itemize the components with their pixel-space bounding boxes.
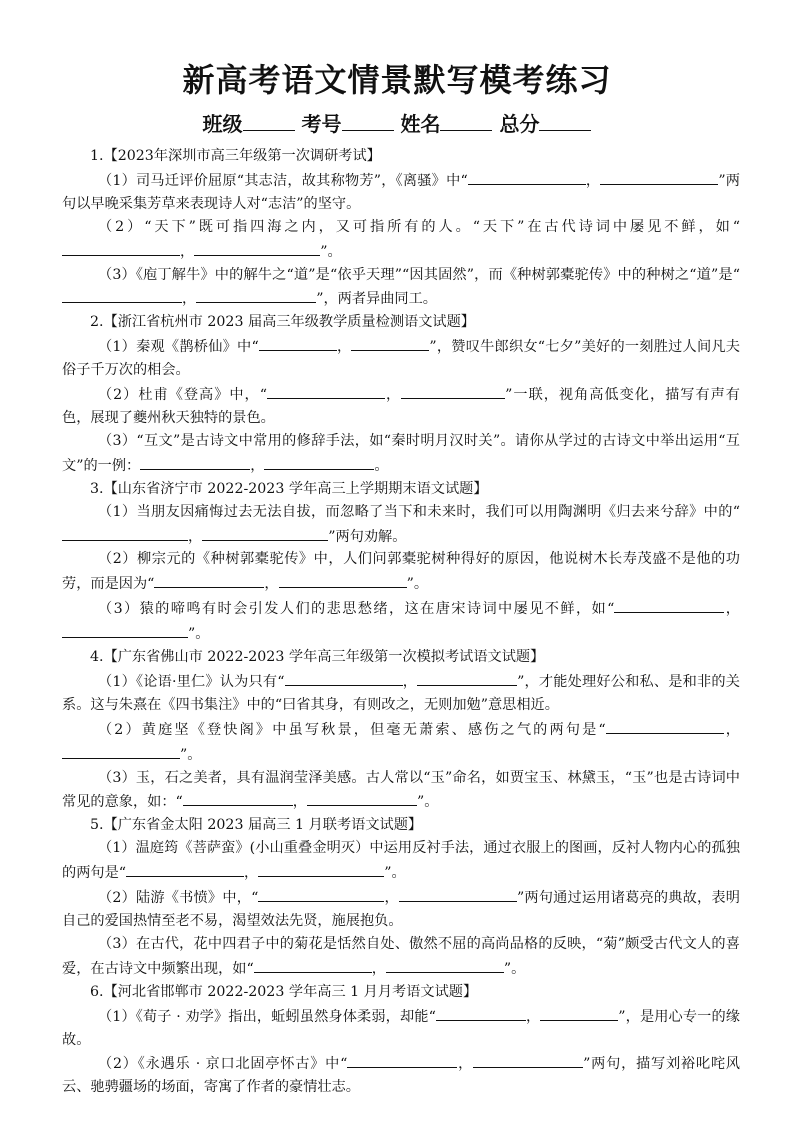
- question: [62, 767, 740, 815]
- answer-blank[interactable]: [258, 860, 384, 877]
- question: [62, 216, 740, 264]
- answer-blank[interactable]: [614, 596, 724, 613]
- score-label: 总分: [499, 112, 540, 136]
- question-text: ”。: [188, 626, 210, 643]
- question-text: （2）“天下”既可指四海之内，又可指所有的人。“天下”在古代诗词中屡见不鲜，如“: [98, 218, 740, 235]
- question-text: （2）杜甫《登高》中，“: [98, 387, 267, 404]
- question-text: ”，两者异曲同工。: [316, 291, 437, 308]
- question-text: （1）《荀子 · 劝学》指出，蚯蚓虽然身体柔弱，却能“: [98, 1008, 436, 1025]
- answer-blank[interactable]: [183, 789, 293, 806]
- answer-blank[interactable]: [62, 239, 180, 256]
- question: [62, 334, 740, 382]
- question-text: ，: [384, 387, 402, 404]
- question-text: （3）猿的啼鸣有时会引发人们的悲思愁绪，这在唐宋诗词中屡见不鲜，如“: [98, 601, 615, 618]
- question-text: ，: [180, 243, 195, 260]
- question: [62, 382, 740, 430]
- answer-blank[interactable]: [417, 669, 517, 686]
- question-text: （1）《论语·里仁》认为只有“: [98, 673, 285, 690]
- section-heading: 4.【广东省佛山市 2022-2023 学年高三年级第一次模拟考试语文试题】: [90, 649, 545, 666]
- question-text: （1）秦观《鹊桥仙》中“: [98, 339, 259, 356]
- section-heading: 6.【河北省邯郸市 2022-2023 学年高三 1 月月考语文试题】: [90, 983, 478, 1000]
- question-text: （2）陆游《书愤》中，“: [98, 890, 259, 907]
- question: [62, 548, 740, 596]
- question-text: （1）温庭筠《菩萨蛮》(小山重叠金明灭）中运用反衬手法，通过衣服上的图画，反衬人物内心的孤独的两句是“: [62, 840, 740, 882]
- section-heading: 2.【浙江省杭州市 2023 届高三年级教学质量检测语文试题】: [90, 314, 475, 331]
- answer-blank[interactable]: [258, 885, 384, 902]
- number-label: 考号: [301, 112, 342, 136]
- question-text: （1）当朋友因痛悔过去无法自拔，而忽略了当下和未来时，我们可以用陶渊明《归去来兮辞》中的“: [98, 503, 740, 520]
- answer-blank[interactable]: [436, 1004, 526, 1021]
- answer-blank[interactable]: [196, 286, 316, 303]
- answer-blank[interactable]: [401, 382, 505, 399]
- question-text: ”，是用心专一的缘故。: [62, 1008, 740, 1048]
- question-text: ，: [724, 601, 740, 618]
- question-text: ，: [264, 576, 279, 593]
- question-text: ，: [188, 528, 203, 545]
- question-text: ，: [402, 673, 418, 690]
- section-heading: 1.【2023年深圳市高三年级第一次调研考试】: [90, 148, 381, 164]
- question: [62, 501, 740, 549]
- question: [62, 264, 740, 312]
- question-text: ”。: [406, 576, 429, 593]
- answer-blank[interactable]: [267, 382, 385, 399]
- question-text: ”两句劝解。: [328, 528, 407, 545]
- answer-blank[interactable]: [473, 1051, 583, 1068]
- name-label: 姓名: [400, 112, 441, 136]
- question: [62, 837, 740, 885]
- answer-blank[interactable]: [606, 717, 724, 734]
- answer-blank[interactable]: [202, 524, 328, 541]
- question: [62, 596, 740, 646]
- question-text: ，: [250, 457, 265, 474]
- question-text: ，: [457, 1056, 474, 1073]
- question-text: （1）司马迁评价屈原“其志洁，故其称物芳”，《离骚》中“: [98, 172, 468, 189]
- question-text: ，: [585, 172, 601, 189]
- page-title: 新高考语文情景默写模考练习: [182, 61, 612, 99]
- answer-blank[interactable]: [62, 742, 180, 759]
- score-blank[interactable]: [539, 110, 591, 131]
- question: [62, 1051, 740, 1099]
- answer-blank[interactable]: [351, 334, 429, 351]
- answer-blank[interactable]: [62, 286, 182, 303]
- question-text: （3）《庖丁解牛》中的解牛之“道”是“依乎天理”“因其固然”，而《种树郭橐驼传》中的种树之“道”是“: [98, 266, 740, 283]
- answer-blank[interactable]: [285, 669, 403, 686]
- question-text: ，: [244, 865, 259, 882]
- answer-blank[interactable]: [194, 239, 320, 256]
- question-text: ”，赞叹牛郎织女“七夕”美好的一刻胜过人间凡夫俗子千万次的相会。: [62, 339, 740, 379]
- answer-blank[interactable]: [540, 1004, 618, 1021]
- answer-blank[interactable]: [347, 1051, 457, 1068]
- question-text: ，: [525, 1008, 541, 1025]
- answer-blank[interactable]: [140, 453, 250, 470]
- question-text: ”。: [503, 960, 526, 977]
- answer-blank[interactable]: [259, 334, 337, 351]
- answer-blank[interactable]: [600, 168, 718, 185]
- section-heading: 5.【广东省金太阳 2023 届高三 1 月联考语文试题】: [90, 817, 423, 834]
- answer-blank[interactable]: [468, 168, 586, 185]
- question: [62, 885, 740, 933]
- question-text: ”，才能处理好公和私、是和非的关系。这与朱熹在《四书集注》中的“曰省其身，有则改之，无则加勉”意思相近。: [62, 673, 740, 713]
- question-text: ”两句以早晚采集芳草来表现诗人对“志洁”的坚守。: [62, 172, 740, 212]
- answer-blank[interactable]: [307, 789, 417, 806]
- question-text: ，: [371, 960, 386, 977]
- question-text: （2）《永遇乐 · 京口北固亭怀古》中“: [98, 1056, 348, 1073]
- question-text: （2）黄庭坚《登快阁》中虽写秋景，但毫无萧索、感伤之气的两句是“: [98, 721, 606, 738]
- question: [62, 1004, 740, 1052]
- question-text: （3）在古代，花中四君子中的菊花是恬然自处、傲然不屈的高尚品格的反映，“菊”颇受古代文人的喜爱，在古诗文中频繁出现，如“: [62, 935, 740, 977]
- question-text: 。: [374, 457, 389, 474]
- question-text: （3）玉，石之美者，具有温润莹泽美感。古人常以“玉”命名，如贾宝玉、林黛玉，“玉”也是古诗词中常见的意象，如：“: [62, 769, 740, 811]
- question-text: ，: [723, 721, 740, 738]
- question-text: ”。: [320, 243, 342, 260]
- answer-blank[interactable]: [126, 860, 244, 877]
- answer-blank[interactable]: [279, 571, 407, 588]
- question: [62, 933, 740, 981]
- question-text: ”两句，描写刘裕叱咤风云、驰骋疆场的场面，寄寓了作者的豪情壮志。: [62, 1056, 740, 1096]
- student-info-line: [0, 110, 794, 138]
- answer-blank[interactable]: [154, 571, 264, 588]
- question-text: （3）“互文”是古诗文中常用的修辞手法，如“秦时明月汉时关”。请你从学过的古诗文中举出运用“互文”的一例：: [62, 432, 740, 474]
- number-blank[interactable]: [342, 110, 394, 131]
- question: [62, 168, 740, 216]
- question: [62, 717, 740, 767]
- questions-content: [62, 145, 740, 1099]
- question-text: ”。: [416, 794, 439, 811]
- question-text: ，: [292, 794, 307, 811]
- question-text: ，: [384, 890, 399, 907]
- answer-blank[interactable]: [264, 453, 374, 470]
- class-blank[interactable]: [243, 110, 295, 131]
- question-text: ”一联，视角高低变化，描写有声有色，展现了夔州秋天独特的景色。: [62, 387, 740, 426]
- question-text: ”。: [180, 746, 202, 763]
- name-blank[interactable]: [440, 110, 492, 131]
- answer-blank[interactable]: [62, 524, 188, 541]
- answer-blank[interactable]: [399, 885, 517, 902]
- question: [62, 430, 740, 478]
- answer-blank[interactable]: [254, 956, 372, 973]
- question: [62, 669, 740, 717]
- question-text: ，: [336, 339, 352, 356]
- question-text: ”两句通过运用诸葛亮的典故，表明自己的爱国热情至老不易，渴望效法先贤，施展抱负。: [62, 890, 740, 929]
- class-label: 班级: [202, 112, 243, 136]
- section-heading: 3.【山东省济宁市 2022-2023 学年高三上学期期末语文试题】: [90, 480, 488, 497]
- question-text: ，: [182, 291, 197, 308]
- answer-blank[interactable]: [386, 956, 504, 973]
- question-text: ”。: [384, 865, 406, 882]
- answer-blank[interactable]: [62, 621, 188, 638]
- question-text: （2）柳宗元的《种树郭橐驼传》中，人们问郭橐驼树种得好的原因，他说树木长寿茂盛不是他的功劳，而是因为“: [62, 551, 740, 593]
